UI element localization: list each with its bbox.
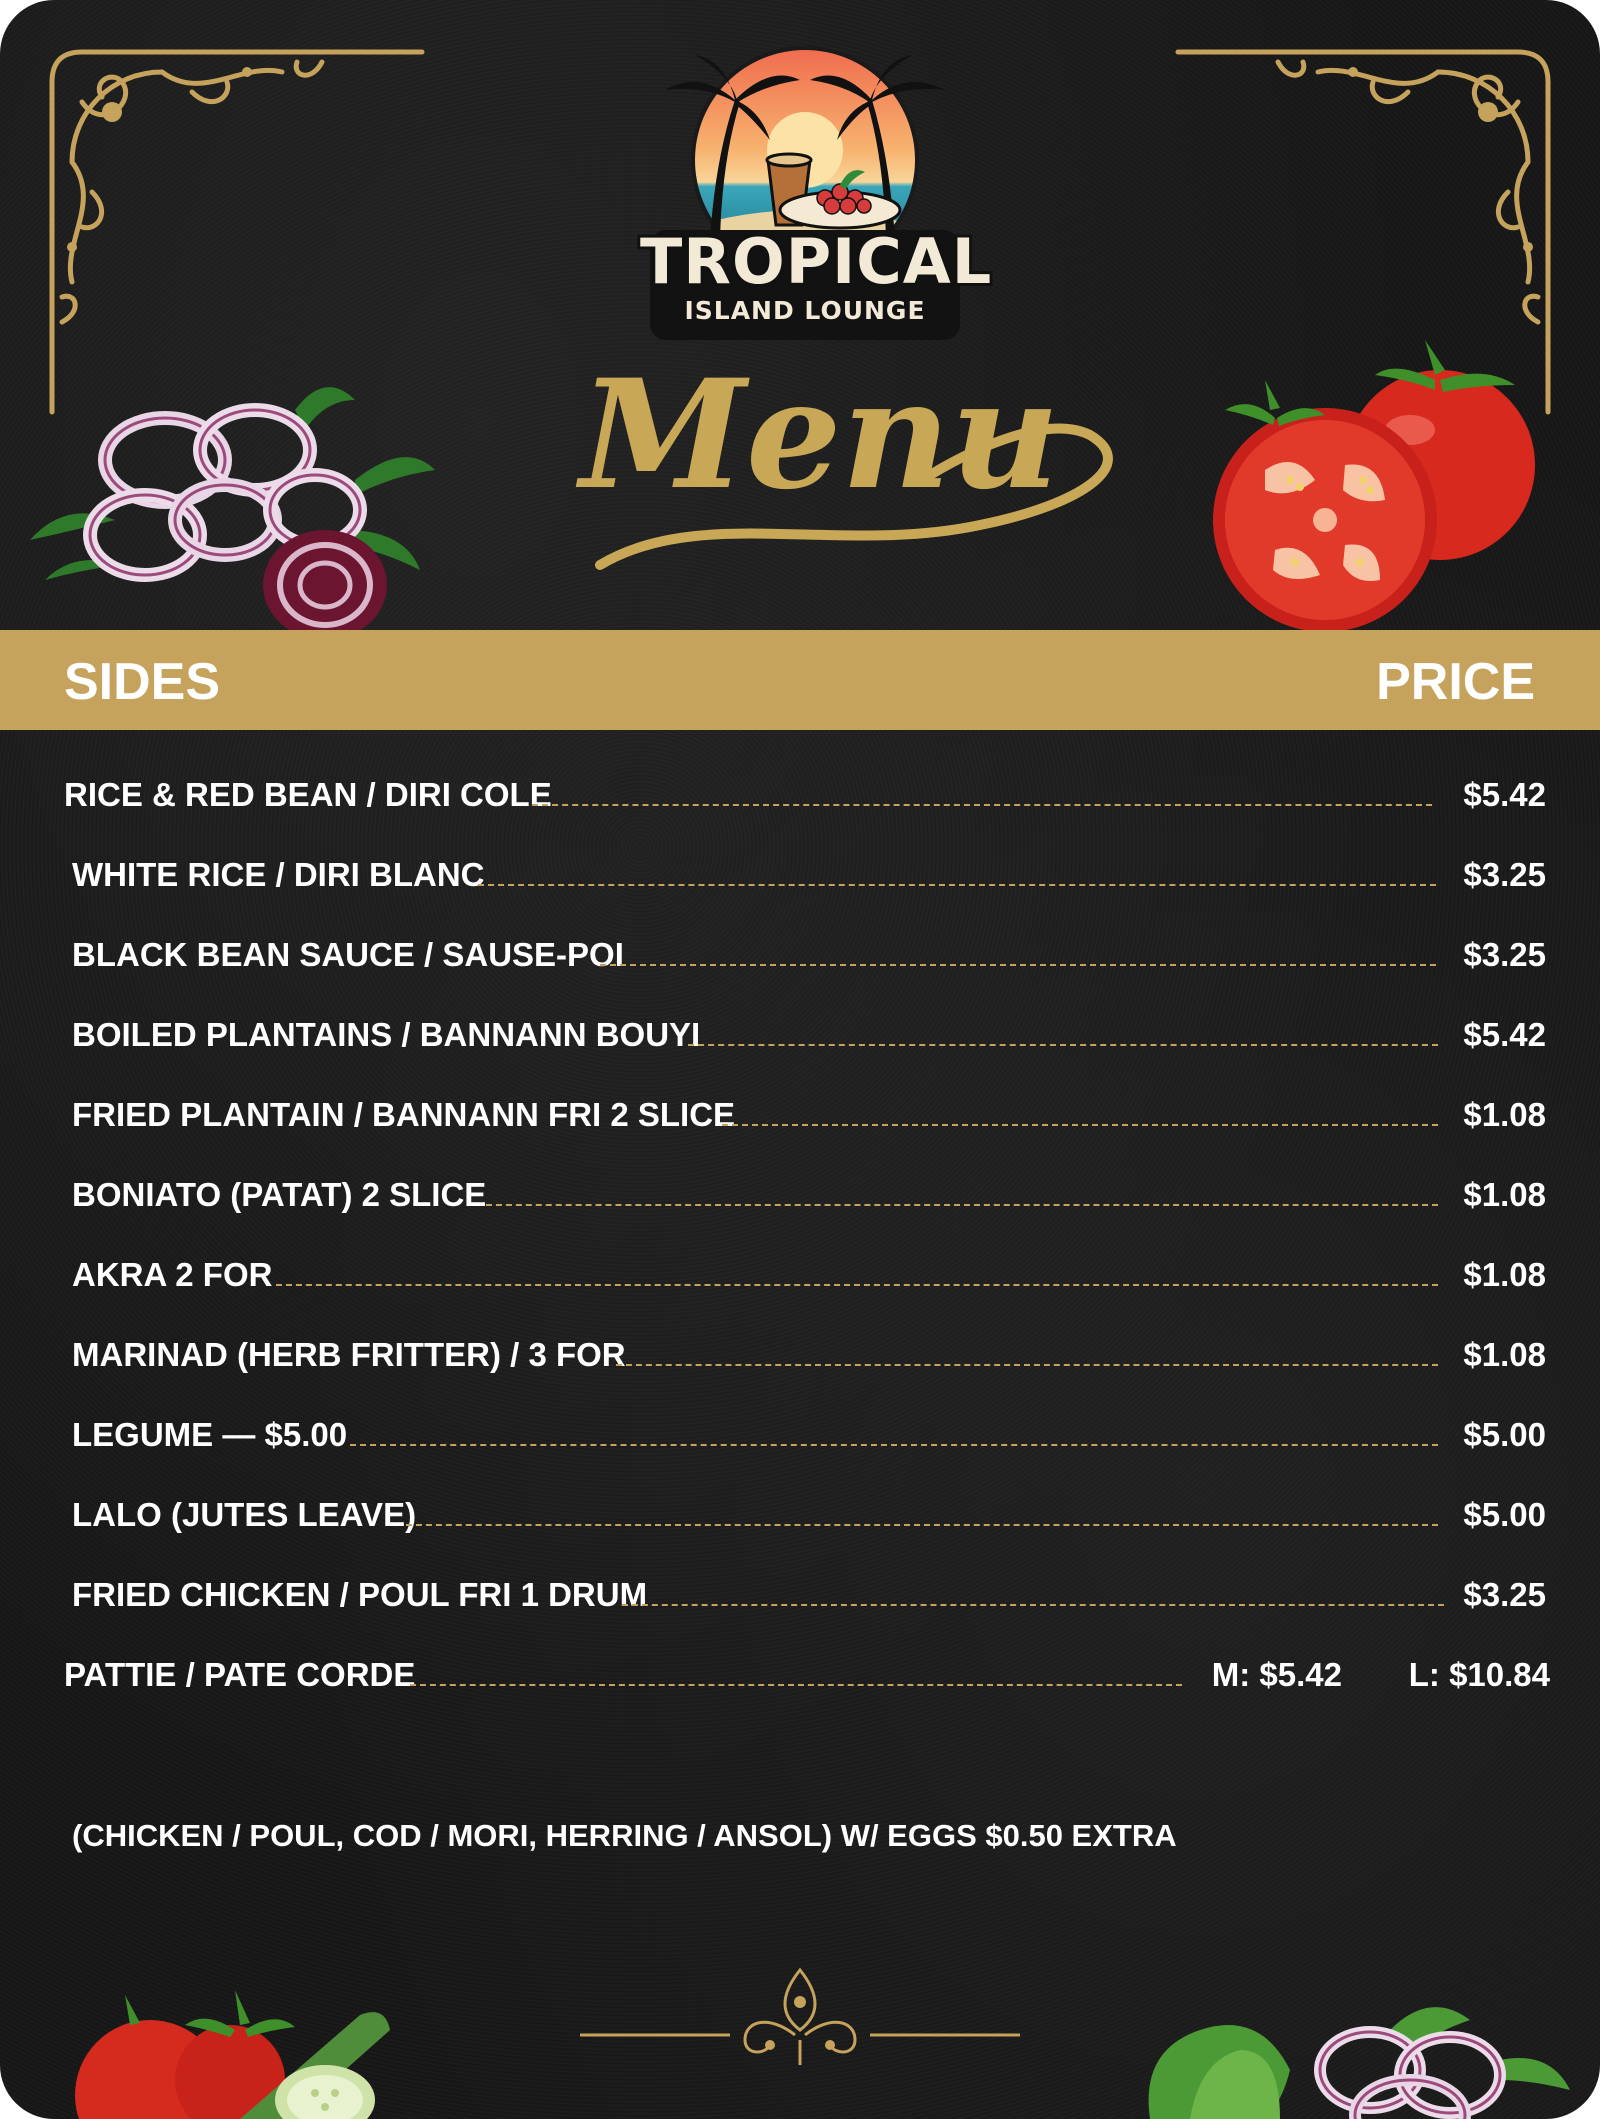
item-name: RICE & RED BEAN / DIRI COLE	[64, 776, 552, 813]
price-column-header: PRICE	[1376, 653, 1535, 711]
menu-item	[0, 1010, 1600, 1058]
dotted-leader	[532, 804, 1432, 806]
item-price: $3.25	[1463, 1576, 1546, 1613]
dotted-leader	[616, 1364, 1438, 1366]
dotted-leader	[486, 1204, 1438, 1206]
item-price-medium: M: $5.42	[1211, 1656, 1342, 1693]
menu-item	[0, 850, 1600, 898]
menu-item	[0, 1250, 1600, 1298]
menu-item	[0, 770, 1600, 818]
brand-subtitle: ISLAND LOUNGE	[684, 296, 926, 325]
menu-title: Menu	[580, 347, 1060, 523]
menu-item-pattie	[0, 1650, 1600, 1698]
item-name: MARINAD (HERB FRITTER) / 3 FOR	[72, 1336, 626, 1373]
item-name: FRIED PLANTAIN / BANNANN FRI 2 SLICE	[72, 1096, 736, 1133]
item-name: BOILED PLANTAINS / BANNANN BOUYI	[72, 1016, 701, 1053]
section-title: SIDES	[64, 653, 221, 711]
menu-item	[0, 1330, 1600, 1378]
item-name: AKRA 2 FOR	[72, 1256, 273, 1293]
brand-logo	[640, 40, 993, 330]
item-price: $1.08	[1463, 1176, 1546, 1213]
dotted-leader	[688, 1044, 1438, 1046]
item-name: WHITE RICE / DIRI BLANC	[72, 856, 485, 893]
item-price-large: L: $10.84	[1408, 1656, 1550, 1693]
menu-item	[0, 1410, 1600, 1458]
item-name: LEGUME — $5.00	[72, 1416, 348, 1453]
item-price: $1.08	[1463, 1336, 1546, 1373]
item-price: $3.25	[1463, 936, 1546, 973]
ornate-corner-icon	[42, 42, 432, 422]
sunset-palm-icon	[640, 40, 970, 240]
menu-item	[0, 1090, 1600, 1138]
item-price: $5.42	[1463, 1016, 1546, 1053]
menu-item	[0, 1170, 1600, 1218]
onion-icon	[25, 370, 445, 650]
extras-note: (CHICKEN / POUL, COD / MORI, HERRING / ANSOL) W/ EGGS $0.50 EXTRA	[72, 1818, 1177, 1853]
item-name: PATTIE / PATE CORDE	[64, 1656, 416, 1693]
item-name: FRIED CHICKEN / POUL FRI 1 DRUM	[72, 1576, 648, 1613]
item-price: $1.08	[1463, 1096, 1546, 1133]
dotted-leader	[350, 1444, 1438, 1446]
dotted-leader	[276, 1284, 1438, 1286]
item-name: LALO (JUTES LEAVE)	[72, 1496, 417, 1533]
item-price: $5.42	[1463, 776, 1546, 813]
brand-name: TROPICAL	[640, 225, 993, 298]
item-price: $5.00	[1463, 1496, 1546, 1533]
tomato-icon	[1195, 340, 1555, 640]
item-name: BLACK BEAN SAUCE / SAUSE-POI	[72, 936, 624, 973]
item-price: $3.25	[1463, 856, 1546, 893]
dotted-leader	[722, 1124, 1438, 1126]
dotted-leader	[600, 964, 1436, 966]
menu-item	[0, 1490, 1600, 1538]
item-name: BONIATO (PATAT) 2 SLICE	[72, 1176, 487, 1213]
cucumber-icon	[70, 1985, 400, 2119]
section-header-band	[0, 630, 1600, 730]
item-price: $1.08	[1463, 1256, 1546, 1293]
fleur-ornament-icon	[580, 1960, 1020, 2070]
menu-item	[0, 930, 1600, 978]
lettuce-icon	[1140, 1990, 1580, 2119]
menu-item	[0, 1570, 1600, 1618]
dotted-leader	[406, 1524, 1438, 1526]
dotted-leader	[410, 1684, 1182, 1686]
dotted-leader	[622, 1604, 1444, 1606]
item-price: $5.00	[1463, 1416, 1546, 1453]
dotted-leader	[478, 884, 1436, 886]
